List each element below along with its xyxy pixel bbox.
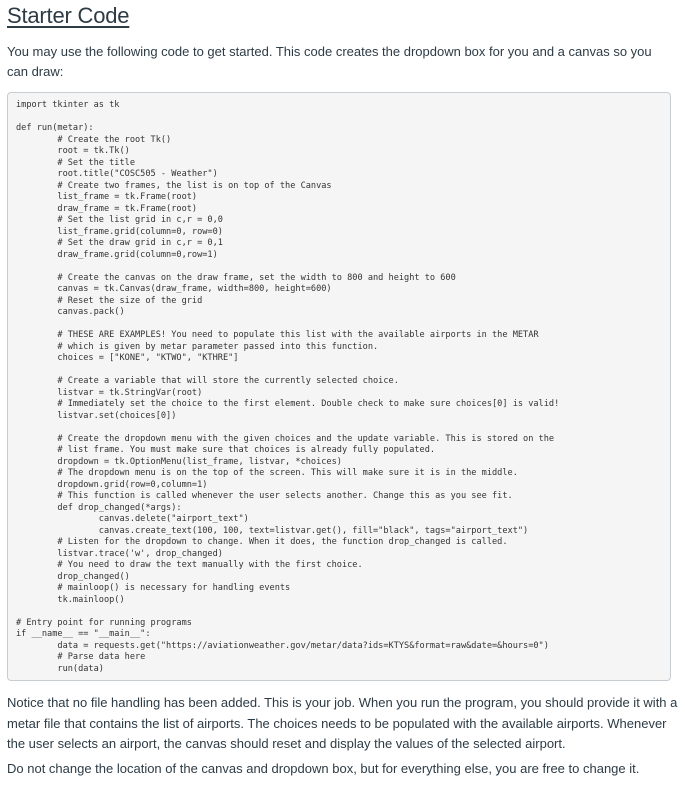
code-block <box>7 92 671 681</box>
intro-paragraph: You may use the following code to get started. This code creates the dropdown box for you and a canvas so you can draw: <box>7 44 652 79</box>
instructions-paragraph: Notice that no file handling has been added. This is your job. When you run the program, you should provide it with a metar file that contains the list of airports. The choices needs to be populated with the available airports. Whenever the user selects an airport, the canvas should reset and display the values of the selected airport. <box>7 695 678 751</box>
page-title: Starter Code <box>7 3 130 28</box>
code-text: import tkinter as tk def run(metar): # Create the root Tk() root = tk.Tk() # Set the title root.title("COSC505 - Weather") # Create two frames, the list is on top of the Canvas list_frame = tk.Frame(root) draw_frame = tk.Frame(root) # Set the list grid in c,r = 0,0 list_frame.grid(column=0, row=0) # Set the draw grid in c,r = 0,1 draw_frame.grid(column=0,row=1) # Create the canvas on the draw frame, set the width to 800 and height to 600 canvas = tk.Canvas(draw_frame, width=800, height=600) # Reset the size of the grid canvas.pack() # THESE ARE EXAMPLES! You need to populate this list with the available airports in the METAR # which is given by metar parameter passed into this function. choices = ["KONE", "KTWO", "KTHRE"] # Create a variable that will store the currently selected choice. listvar = tk.StringVar(root) # Immediately set the choice to the first element. Double check to make sure choices[0] is valid! listvar.set(choices[0]) # Create the dropdown menu with the given choices and the update variable. This is stored on the # list frame. You must make sure that choices is already fully populated. dropdown = tk.OptionMenu(list_frame, listvar, *choices) # The dropdown menu is on the top of the screen. This will make sure it is in the middle. dropdown.grid(row=0,column=1) # This function is called whenever the user selects another. Change this as you see fit. def drop_changed(*args): canvas.delete("airport_text") canvas.create_text(100, 100, text=listvar.get(), fill="black", tags="airport_text") # Listen for the dropdown to change. When it does, the function drop_changed is called. listvar.trace('w', drop_changed) # You need to draw the text manually with the first choice. drop_changed() # mainloop() is necessary for handling events tk.mainloop() # Entry point for running programs if __name__ == "__main__": data = requests.get("https://aviationweather.gov/metar/data?ids=KTYS&format=raw&date=&hours=0") # Parse data here run(data) <box>16 100 560 674</box>
constraint-paragraph: Do not change the location of the canvas and dropdown box, but for everything else, you are free to change it. <box>7 761 640 776</box>
